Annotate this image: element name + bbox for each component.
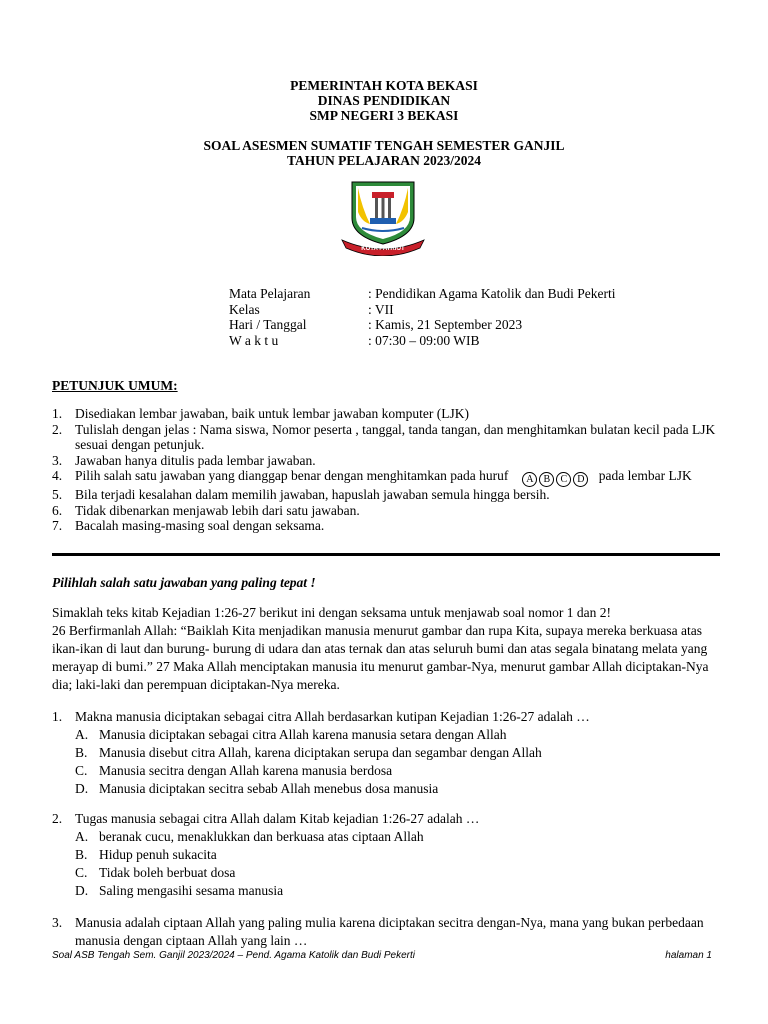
info-label: Kelas <box>229 301 260 317</box>
header-line-government: PEMERINTAH KOTA BEKASI <box>290 78 478 93</box>
exam-header <box>0 138 768 168</box>
option-letter: D. <box>75 781 89 796</box>
option-letter: B. <box>75 847 88 862</box>
list-item <box>52 422 732 453</box>
list-number: 6. <box>52 502 63 518</box>
option-letter: C. <box>75 763 88 778</box>
academic-year: TAHUN PELAJARAN 2023/2024 <box>286 153 481 168</box>
answer-option <box>52 864 732 882</box>
option-text: beranak cucu, menaklukkan dan berkuasa atas ciptaan Allah <box>99 829 424 844</box>
info-value: : Kamis, 21 September 2023 <box>368 317 523 332</box>
question-text: Manusia adalah ciptaan Allah yang paling mulia karena diciptakan secitra dengan-Nya, mana yang bukan perbedaan manusia dengan ciptaan Allah yang lain … <box>75 915 704 948</box>
list-item <box>52 487 732 503</box>
question-stem <box>52 810 732 828</box>
answer-circles <box>508 468 589 483</box>
info-label: Mata Pelajaran <box>229 286 311 301</box>
list-number: 3. <box>52 452 63 468</box>
question-stem <box>52 914 732 950</box>
exam-info <box>229 286 615 348</box>
header-line-department: DINAS PENDIDIKAN <box>317 93 451 108</box>
info-row-class <box>229 302 615 318</box>
info-row-date <box>229 317 615 333</box>
list-item <box>52 518 732 534</box>
scripture-passage <box>52 604 720 694</box>
answer-circle-b-icon: B <box>539 472 554 487</box>
option-letter: C. <box>75 865 88 880</box>
list-text <box>75 468 732 487</box>
list-text: Disediakan lembar jawaban, baik untuk lembar jawaban komputer (LJK) <box>75 406 469 421</box>
option-letter: A. <box>75 829 89 844</box>
page-number: halaman 1 <box>665 950 712 961</box>
answer-option <box>52 828 732 846</box>
answer-option <box>52 846 732 864</box>
info-value: : 07:30 – 09:00 WIB <box>368 332 480 348</box>
option-text: Manusia diciptakan secitra sebab Allah menebus dosa manusia <box>99 781 439 796</box>
list-item <box>52 468 732 487</box>
question-text: Makna manusia diciptakan sebagai citra Allah berdasarkan kutipan Kejadian 1:26-27 adalah … <box>75 709 590 724</box>
list-text-after: pada lembar LJK <box>598 468 692 483</box>
list-text: Tulislah dengan jelas : Nama siswa, Nomor peserta , tanggal, tanda tangan, dan menghitamkan bulatan kecil pada LJK sesuai dengan petunjuk. <box>75 421 716 452</box>
school-header <box>0 78 768 123</box>
info-row-subject <box>229 286 615 302</box>
answer-option <box>52 762 732 780</box>
question-3 <box>52 914 732 950</box>
general-instructions-title: PETUNJUK UMUM: <box>52 378 178 393</box>
info-row-time <box>229 333 615 349</box>
option-letter: D. <box>75 883 89 898</box>
question-stem <box>52 708 732 726</box>
list-item <box>52 406 732 422</box>
list-text-before: Pilih salah satu jawaban yang dianggap benar dengan menghitamkan pada huruf <box>75 468 509 483</box>
answer-circle-d-icon: D <box>573 472 588 487</box>
answer-circle-c-icon: C <box>556 472 571 487</box>
exam-title: SOAL ASESMEN SUMATIF TENGAH SEMESTER GANJIL <box>203 138 565 153</box>
list-text: Bacalah masing-masing soal dengan seksama. <box>75 518 325 533</box>
answer-option <box>52 780 732 798</box>
general-instructions-list <box>52 406 732 534</box>
list-text: Bila terjadi kesalahan dalam memilih jawaban, hapuslah jawaban semula hingga bersih. <box>75 487 550 502</box>
list-number: 7. <box>52 518 63 533</box>
passage-body: 26 Berfirmanlah Allah: “Baiklah Kita menjadikan manusia menurut gambar dan rupa Kita, supaya mereka berkuasa atas ikan-ikan di laut dan burung- burung di udara dan atas ternak dan atas seluruh bumi dan atas segala binatang melata yang merayap di bumi.” 27 Maka Allah menciptakan manusia itu menurut gambar-Nya, menurut gambar Allah diciptakan-Nya dia; laki-laki dan perempuan diciptakan-Nya mereka. <box>52 623 709 692</box>
option-text: Tidak boleh berbuat dosa <box>99 865 236 880</box>
header-line-school: SMP NEGERI 3 BEKASI <box>309 108 459 123</box>
info-label: Hari / Tanggal <box>229 317 307 332</box>
passage-intro: Simaklah teks kitab Kejadian 1:26-27 berikut ini dengan seksama untuk menjawab soal nomor 1 dan 2! <box>52 605 611 620</box>
option-text: Hidup penuh sukacita <box>99 847 217 862</box>
question-text: Tugas manusia sebagai citra Allah dalam Kitab kejadian 1:26-27 adalah … <box>75 811 480 826</box>
list-number: 1. <box>52 406 63 421</box>
list-number: 4. <box>52 468 63 483</box>
emblem-ribbon-text: KOTA PATRIOT <box>361 246 405 252</box>
info-value: : Pendidikan Agama Katolik dan Budi Pekerti <box>368 286 616 301</box>
footer-exam-info: Soal ASB Tengah Sem. Ganjil 2023/2024 – Pend. Agama Katolik dan Budi Pekerti <box>52 950 416 961</box>
question-number: 1. <box>52 709 63 724</box>
answer-option <box>52 882 732 900</box>
question-1 <box>52 708 732 798</box>
section-divider <box>52 553 720 556</box>
list-text: Jawaban hanya ditulis pada lembar jawaban. <box>75 452 316 468</box>
question-number: 3. <box>52 915 63 930</box>
list-item <box>52 503 732 519</box>
list-text: Tidak dibenarkan menjawab lebih dari satu jawaban. <box>75 502 360 518</box>
info-value: : VII <box>368 301 394 317</box>
answer-option <box>52 726 732 744</box>
answer-circle-a-icon: A <box>522 472 537 487</box>
option-letter: A. <box>75 727 89 742</box>
answer-option <box>52 744 732 762</box>
option-text: Manusia secitra dengan Allah karena manusia berdosa <box>99 763 393 778</box>
page-footer <box>52 950 712 961</box>
option-text: Manusia disebut citra Allah, karena diciptakan serupa dan segambar dengan Allah <box>99 745 542 760</box>
info-label: W a k t u <box>229 332 279 348</box>
list-number: 5. <box>52 487 63 502</box>
question-instruction: Pilihlah salah satu jawaban yang paling tepat ! <box>52 575 316 590</box>
bekasi-city-emblem-icon <box>338 178 428 256</box>
list-number: 2. <box>52 421 63 437</box>
option-letter: B. <box>75 745 88 760</box>
option-text: Manusia diciptakan sebagai citra Allah karena manusia setara dengan Allah <box>99 727 507 742</box>
option-text: Saling mengasihi sesama manusia <box>99 883 284 898</box>
question-2 <box>52 810 732 900</box>
question-number: 2. <box>52 811 63 826</box>
list-item <box>52 453 732 469</box>
